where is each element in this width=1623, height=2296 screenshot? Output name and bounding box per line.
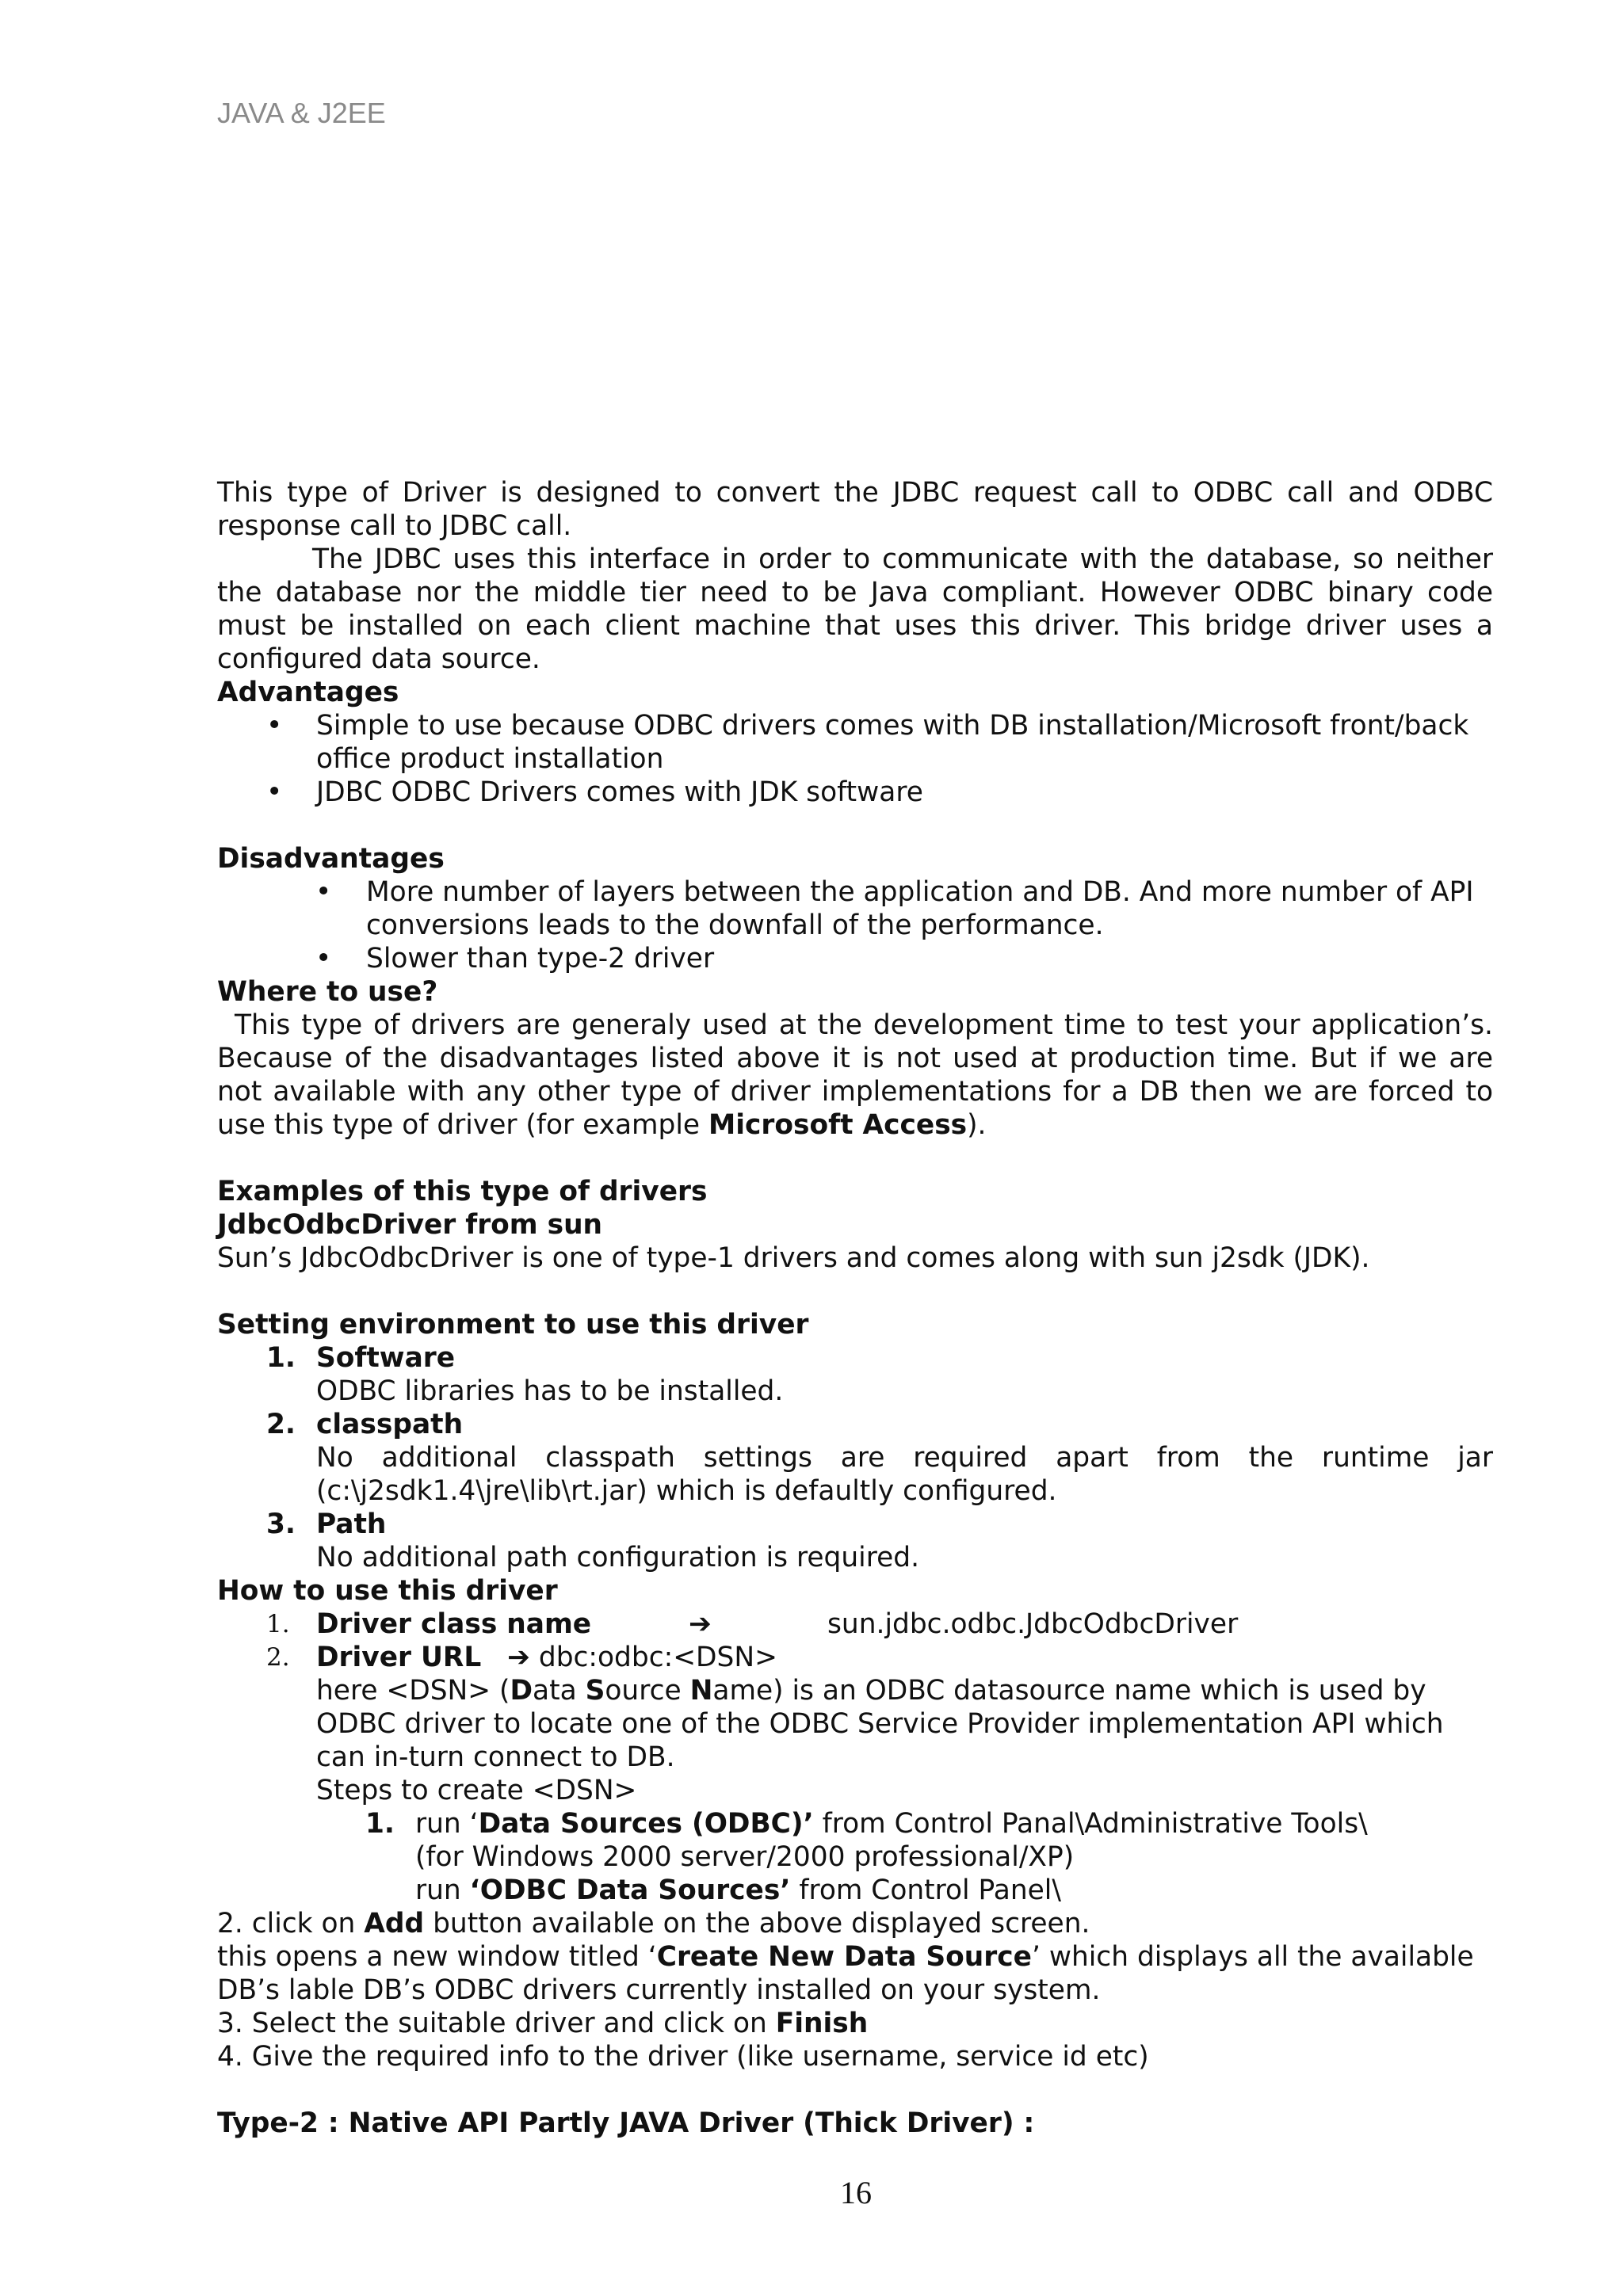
page-number: 16 [840,2175,872,2210]
setting-item-text: No additional path configuration is required. [316,1542,920,1573]
driver-class-item: 1. Driver class name ➔ sun.jdbc.odbc.JdbcOdbcDriver [266,1608,1239,1640]
list-item: • Slower than type-2 driver [315,943,715,974]
where-paragraph: This type of drivers are generaly used at the development time to test your application’s. Because of the disadvantages listed above it is not used at production time. But if we are not available with any other type of driver implementations for a DB then we are forced to use this type of driver (for example Microsoft Access). [217,1009,1493,1141]
driver-url-item: 2. Driver URL ➔ dbc:odbc:<DSN> [266,1642,777,1673]
disadvantages-list [217,875,1493,975]
step-2: 2. click on Add button available on the above displayed screen. [217,1908,1090,1939]
arrow-right-icon: ➔ [507,1642,530,1673]
examples-heading: Examples of this type of drivers [217,1176,708,1207]
step-1-alt: run ‘ODBC Data Sources’ from Control Panel\ [415,1875,1061,1906]
step-1: 1. run ‘Data Sources (ODBC)’ from Control Panal\Administrative Tools\ [365,1808,1368,1840]
examples-text: Sun’s JdbcOdbcDriver is one of type-1 drivers and comes along with sun j2sdk (JDK). [217,1242,1370,1274]
howto-heading: How to use this driver [217,1575,558,1607]
dsn-explanation: here <DSN> (Data Source Name) is an ODBC datasource name which is used by ODBC driver to locate one of the ODBC Service Provider implementation API which can in-turn connect to DB. [316,1675,1444,1773]
list-item: • More number of layers between the application and DB. And more number of API conversions leads to the downfall of the performance. [315,876,1474,941]
running-header: JAVA & J2EE [217,97,386,129]
bullet-icon: • [266,776,283,808]
bullet-icon: • [315,876,332,908]
step-2-detail: this opens a new window titled ‘Create New Data Source’ which displays all the available DB’s lable DB’s ODBC drivers currently installed on your system. [217,1941,1474,2006]
examples-subheading: JdbcOdbcDriver from sun [217,1209,603,1241]
list-item: • JDBC ODBC Drivers comes with JDK software [266,776,923,808]
step-1-windows-note: (for Windows 2000 server/2000 professional/XP) [415,1841,1075,1873]
setting-item-classpath: 2. classpath [266,1409,464,1440]
step-3: 3. Select the suitable driver and click on Finish [217,2008,869,2039]
disadvantages-heading: Disadvantages [217,843,445,875]
setting-item-path: 3. Path [266,1508,387,1540]
setting-item-text: No additional classpath settings are required apart from the runtime jar (c:\j2sdk1.4\jre\lib\rt.jar) which is defaultly configured. [316,1442,1493,1507]
setting-item-software: 1. Software [266,1342,456,1374]
bullet-icon: • [266,710,283,742]
setting-heading: Setting environment to use this driver [217,1309,809,1341]
setting-item-text: ODBC libraries has to be installed. [316,1375,784,1407]
advantages-list [217,709,1493,809]
arrow-right-icon: ➔ [689,1608,712,1640]
where-heading: Where to use? [217,976,438,1008]
step-4: 4. Give the required info to the driver (like username, service id etc) [217,2041,1149,2073]
intro-paragraph-2: The JDBC uses this interface in order to communicate with the database, so neither the database nor the middle tier need to be Java compliant. However ODBC binary code must be installed on each client machine that uses this driver. This bridge driver uses a configured data source. [217,543,1493,675]
steps-label: Steps to create <DSN> [316,1775,637,1806]
bullet-icon: • [315,943,332,974]
list-item: • Simple to use because ODBC drivers comes with DB installation/Microsoft front/back office product installation [266,710,1469,775]
type2-heading: Type-2 : Native API Partly JAVA Driver (Thick Driver) : [217,2107,1035,2139]
page-body [217,476,1493,2140]
intro-paragraph-1: This type of Driver is designed to convert the JDBC request call to ODBC call and ODBC response call to JDBC call. [217,477,1493,542]
advantages-heading: Advantages [217,677,399,708]
